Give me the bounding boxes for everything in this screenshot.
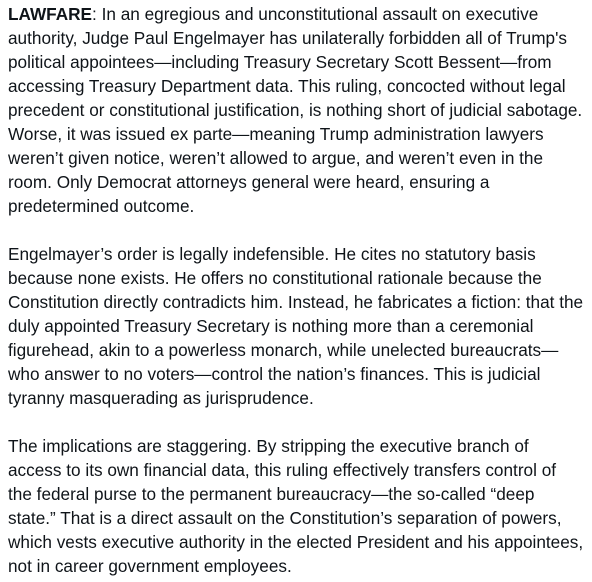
paragraph-3 bbox=[8, 434, 584, 578]
paragraph-1-text: : In an egregious and unconstitutional assault on executive authority, Judge Paul Engelmayer has unilaterally forbidden all of Trump's political appointees—including Treasury Secretary Scott Bessent—from accessing Treasury Department data. This ruling, concocted without legal precedent or constitutional justification, is nothing short of judicial sabotage. Worse, it was issued ex parte—meaning Trump administration lawyers weren’t given notice, weren’t allowed to argue, and weren’t even in the room. Only Democrat attorneys general were heard, ensuring a predetermined outcome. bbox=[8, 4, 583, 216]
paragraph-2-text: Engelmayer’s order is legally indefensible. He cites no statutory basis because none exists. He offers no constitutional rationale because the Constitution directly contradicts him. Instead, he fabricates a fiction: that the duly appointed Treasury Secretary is nothing more than a ceremonial figurehead, akin to a powerless monarch, while unelected bureaucrats—who answer to no voters—control the nation’s finances. This is judicial tyranny masquerading as jurisprudence. bbox=[8, 244, 584, 408]
paragraph-2 bbox=[8, 242, 584, 410]
paragraph-3-text: The implications are staggering. By stripping the executive branch of access to its own financial data, this ruling effectively transfers control of the federal purse to the permanent bureaucracy—the so-called “deep state.” That is a direct assault on the Constitution’s separation of powers, which vests executive authority in the elected President and his appointees, not in career government employees. bbox=[8, 436, 584, 576]
lawfare-label: LAWFARE bbox=[8, 4, 93, 24]
paragraph-1 bbox=[8, 2, 584, 218]
